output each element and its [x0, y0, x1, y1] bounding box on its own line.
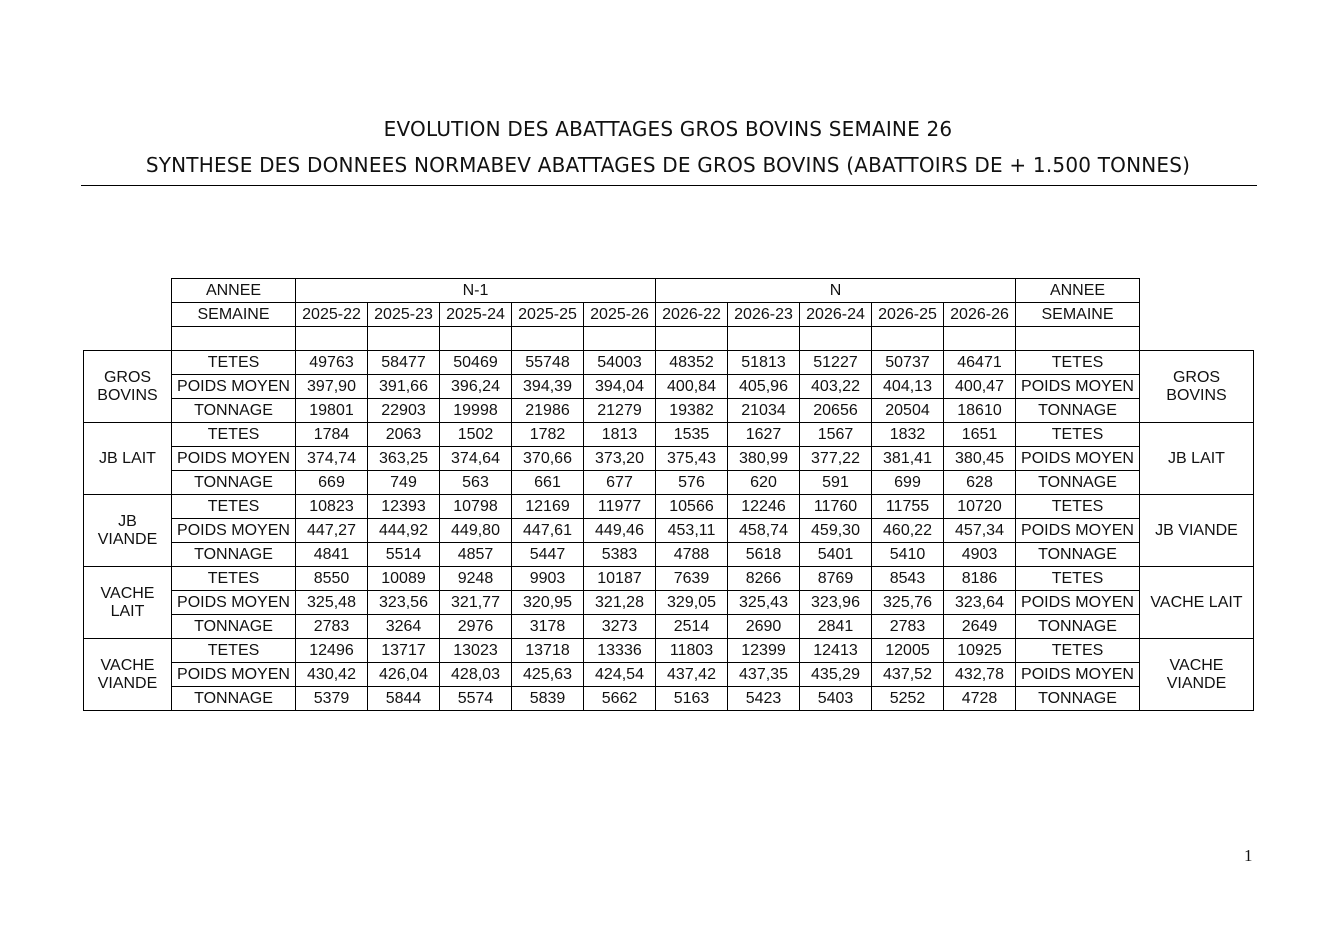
table-row — [84, 447, 1254, 471]
metric-label-right: TONNAGE — [1016, 615, 1140, 639]
metric-label-right: POIDS MOYEN — [1016, 447, 1140, 471]
value-cell: 391,66 — [368, 375, 440, 399]
value-cell: 394,04 — [584, 375, 656, 399]
spacer-cell — [368, 327, 440, 351]
value-cell: 677 — [584, 471, 656, 495]
header-row-annee — [84, 279, 1254, 303]
value-cell: 1627 — [728, 423, 800, 447]
category-label-left: JB LAIT — [84, 423, 172, 495]
value-cell: 2063 — [368, 423, 440, 447]
week-header: 2026-24 — [800, 303, 872, 327]
value-cell: 699 — [872, 471, 944, 495]
spacer-cell — [800, 327, 872, 351]
value-cell: 4857 — [440, 543, 512, 567]
metric-label-right: TONNAGE — [1016, 399, 1140, 423]
spacer-cell — [512, 327, 584, 351]
value-cell: 430,42 — [296, 663, 368, 687]
value-cell: 425,63 — [512, 663, 584, 687]
value-cell: 2783 — [296, 615, 368, 639]
value-cell: 13717 — [368, 639, 440, 663]
table-row — [84, 591, 1254, 615]
value-cell: 400,47 — [944, 375, 1016, 399]
spacer-cell — [872, 327, 944, 351]
value-cell: 9903 — [512, 567, 584, 591]
value-cell: 325,76 — [872, 591, 944, 615]
value-cell: 404,13 — [872, 375, 944, 399]
value-cell: 5401 — [800, 543, 872, 567]
value-cell: 7639 — [656, 567, 728, 591]
value-cell: 375,43 — [656, 447, 728, 471]
metric-label-left: TETES — [172, 639, 296, 663]
week-header: 2026-22 — [656, 303, 728, 327]
value-cell: 11760 — [800, 495, 872, 519]
value-cell: 628 — [944, 471, 1016, 495]
category-label-right: VACHE LAIT — [1140, 567, 1254, 639]
category-label-right: JB LAIT — [1140, 423, 1254, 495]
value-cell: 320,95 — [512, 591, 584, 615]
value-cell: 4788 — [656, 543, 728, 567]
value-cell: 4728 — [944, 687, 1016, 711]
metric-label-left: POIDS MOYEN — [172, 519, 296, 543]
value-cell: 12496 — [296, 639, 368, 663]
value-cell: 377,22 — [800, 447, 872, 471]
value-cell: 2514 — [656, 615, 728, 639]
value-cell: 400,84 — [656, 375, 728, 399]
value-cell: 5844 — [368, 687, 440, 711]
metric-label-left: TETES — [172, 351, 296, 375]
table-row — [84, 375, 1254, 399]
value-cell: 2783 — [872, 615, 944, 639]
value-cell: 13023 — [440, 639, 512, 663]
value-cell: 8186 — [944, 567, 1016, 591]
category-label-right: VACHE VIANDE — [1140, 639, 1254, 711]
value-cell: 5252 — [872, 687, 944, 711]
value-cell: 5618 — [728, 543, 800, 567]
value-cell: 11977 — [584, 495, 656, 519]
metric-label-left: POIDS MOYEN — [172, 447, 296, 471]
value-cell: 460,22 — [872, 519, 944, 543]
value-cell: 5163 — [656, 687, 728, 711]
week-header: 2025-23 — [368, 303, 440, 327]
value-cell: 54003 — [584, 351, 656, 375]
value-cell: 323,56 — [368, 591, 440, 615]
blank-cell — [84, 327, 172, 351]
table-row — [84, 423, 1254, 447]
value-cell: 46471 — [944, 351, 1016, 375]
value-cell: 48352 — [656, 351, 728, 375]
value-cell: 329,05 — [656, 591, 728, 615]
value-cell: 447,27 — [296, 519, 368, 543]
value-cell: 432,78 — [944, 663, 1016, 687]
value-cell: 2690 — [728, 615, 800, 639]
metric-label-right: TONNAGE — [1016, 471, 1140, 495]
value-cell: 1813 — [584, 423, 656, 447]
value-cell: 370,66 — [512, 447, 584, 471]
value-cell: 325,48 — [296, 591, 368, 615]
value-cell: 380,99 — [728, 447, 800, 471]
value-cell: 449,80 — [440, 519, 512, 543]
value-cell: 321,28 — [584, 591, 656, 615]
value-cell: 19382 — [656, 399, 728, 423]
blank-cell — [84, 303, 172, 327]
metric-label-left: TONNAGE — [172, 471, 296, 495]
value-cell: 11803 — [656, 639, 728, 663]
metric-label-right: TONNAGE — [1016, 687, 1140, 711]
value-cell: 55748 — [512, 351, 584, 375]
value-cell: 10089 — [368, 567, 440, 591]
value-cell: 12393 — [368, 495, 440, 519]
document-subtitle: SYNTHESE DES DONNEES NORMABEV ABATTAGES DE GROS BOVINS (ABATTOIRS DE + 1.500 TONNES) — [145, 153, 1191, 177]
value-cell: 19801 — [296, 399, 368, 423]
annee-label-left: ANNEE — [172, 279, 296, 303]
table-row — [84, 615, 1254, 639]
value-cell: 576 — [656, 471, 728, 495]
value-cell: 1535 — [656, 423, 728, 447]
value-cell: 458,74 — [728, 519, 800, 543]
value-cell: 2841 — [800, 615, 872, 639]
spacer-cell — [584, 327, 656, 351]
value-cell: 403,22 — [800, 375, 872, 399]
value-cell: 3178 — [512, 615, 584, 639]
value-cell: 5410 — [872, 543, 944, 567]
metric-label-left: TONNAGE — [172, 543, 296, 567]
value-cell: 58477 — [368, 351, 440, 375]
document-title: EVOLUTION DES ABATTAGES GROS BOVINS SEMAINE 26 — [383, 117, 953, 141]
value-cell: 620 — [728, 471, 800, 495]
value-cell: 2649 — [944, 615, 1016, 639]
value-cell: 381,41 — [872, 447, 944, 471]
value-cell: 5423 — [728, 687, 800, 711]
value-cell: 8543 — [872, 567, 944, 591]
category-label-right: JB VIANDE — [1140, 495, 1254, 567]
value-cell: 394,39 — [512, 375, 584, 399]
metric-label-right: TETES — [1016, 351, 1140, 375]
value-cell: 424,54 — [584, 663, 656, 687]
value-cell: 1832 — [872, 423, 944, 447]
value-cell: 5839 — [512, 687, 584, 711]
value-cell: 457,34 — [944, 519, 1016, 543]
category-label-left: GROS BOVINS — [84, 351, 172, 423]
blank-cell — [1140, 303, 1254, 327]
metric-label-right: TETES — [1016, 495, 1140, 519]
week-header: 2026-23 — [728, 303, 800, 327]
semaine-label-right: SEMAINE — [1016, 303, 1140, 327]
metric-label-left: TONNAGE — [172, 687, 296, 711]
category-label-left: JB VIANDE — [84, 495, 172, 567]
value-cell: 4903 — [944, 543, 1016, 567]
blank-cell — [1140, 327, 1254, 351]
category-label-left: VACHE VIANDE — [84, 639, 172, 711]
value-cell: 5514 — [368, 543, 440, 567]
value-cell: 21986 — [512, 399, 584, 423]
metric-label-right: TETES — [1016, 423, 1140, 447]
value-cell: 5574 — [440, 687, 512, 711]
value-cell: 437,35 — [728, 663, 800, 687]
week-header: 2025-26 — [584, 303, 656, 327]
value-cell: 22903 — [368, 399, 440, 423]
value-cell: 323,96 — [800, 591, 872, 615]
metric-label-left: TETES — [172, 423, 296, 447]
value-cell: 373,20 — [584, 447, 656, 471]
metric-label-left: TETES — [172, 567, 296, 591]
metric-label-right: TETES — [1016, 639, 1140, 663]
week-header: 2026-25 — [872, 303, 944, 327]
value-cell: 749 — [368, 471, 440, 495]
metric-label-right: TETES — [1016, 567, 1140, 591]
metric-label-left: POIDS MOYEN — [172, 375, 296, 399]
value-cell: 10798 — [440, 495, 512, 519]
metric-label-right: TONNAGE — [1016, 543, 1140, 567]
value-cell: 12413 — [800, 639, 872, 663]
value-cell: 459,30 — [800, 519, 872, 543]
value-cell: 5379 — [296, 687, 368, 711]
spacer-cell — [728, 327, 800, 351]
week-header: 2026-26 — [944, 303, 1016, 327]
value-cell: 12399 — [728, 639, 800, 663]
value-cell: 428,03 — [440, 663, 512, 687]
value-cell: 591 — [800, 471, 872, 495]
value-cell: 3264 — [368, 615, 440, 639]
value-cell: 10823 — [296, 495, 368, 519]
value-cell: 437,52 — [872, 663, 944, 687]
value-cell: 49763 — [296, 351, 368, 375]
value-cell: 1782 — [512, 423, 584, 447]
spacer-cell — [172, 327, 296, 351]
table-row — [84, 351, 1254, 375]
value-cell: 363,25 — [368, 447, 440, 471]
group-header-n-1: N-1 — [296, 279, 656, 303]
value-cell: 50469 — [440, 351, 512, 375]
table-row — [84, 495, 1254, 519]
value-cell: 12246 — [728, 495, 800, 519]
value-cell: 447,61 — [512, 519, 584, 543]
value-cell: 10566 — [656, 495, 728, 519]
spacer-cell — [1016, 327, 1140, 351]
value-cell: 21279 — [584, 399, 656, 423]
metric-label-left: POIDS MOYEN — [172, 591, 296, 615]
value-cell: 10925 — [944, 639, 1016, 663]
value-cell: 19998 — [440, 399, 512, 423]
value-cell: 449,46 — [584, 519, 656, 543]
metric-label-left: TETES — [172, 495, 296, 519]
value-cell: 5447 — [512, 543, 584, 567]
value-cell: 20656 — [800, 399, 872, 423]
metric-label-right: POIDS MOYEN — [1016, 519, 1140, 543]
value-cell: 2976 — [440, 615, 512, 639]
value-cell: 13336 — [584, 639, 656, 663]
value-cell: 13718 — [512, 639, 584, 663]
week-header: 2025-25 — [512, 303, 584, 327]
value-cell: 5662 — [584, 687, 656, 711]
annee-label-right: ANNEE — [1016, 279, 1140, 303]
value-cell: 323,64 — [944, 591, 1016, 615]
value-cell: 12169 — [512, 495, 584, 519]
value-cell: 51227 — [800, 351, 872, 375]
table-row — [84, 639, 1254, 663]
value-cell: 9248 — [440, 567, 512, 591]
value-cell: 563 — [440, 471, 512, 495]
metric-label-right: POIDS MOYEN — [1016, 591, 1140, 615]
week-header: 2025-22 — [296, 303, 368, 327]
value-cell: 12005 — [872, 639, 944, 663]
value-cell: 5383 — [584, 543, 656, 567]
table-row — [84, 399, 1254, 423]
metric-label-left: TONNAGE — [172, 615, 296, 639]
value-cell: 10720 — [944, 495, 1016, 519]
value-cell: 374,64 — [440, 447, 512, 471]
value-cell: 435,29 — [800, 663, 872, 687]
value-cell: 321,77 — [440, 591, 512, 615]
value-cell: 4841 — [296, 543, 368, 567]
table-row — [84, 471, 1254, 495]
table-row — [84, 567, 1254, 591]
value-cell: 325,43 — [728, 591, 800, 615]
value-cell: 3273 — [584, 615, 656, 639]
value-cell: 21034 — [728, 399, 800, 423]
title-divider — [81, 185, 1257, 186]
metric-label-right: POIDS MOYEN — [1016, 663, 1140, 687]
metric-label-left: TONNAGE — [172, 399, 296, 423]
value-cell: 8769 — [800, 567, 872, 591]
group-header-n: N — [656, 279, 1016, 303]
spacer-cell — [944, 327, 1016, 351]
value-cell: 397,90 — [296, 375, 368, 399]
spacer-cell — [296, 327, 368, 351]
week-header: 2025-24 — [440, 303, 512, 327]
semaine-label-left: SEMAINE — [172, 303, 296, 327]
value-cell: 444,92 — [368, 519, 440, 543]
table-row — [84, 687, 1254, 711]
value-cell: 453,11 — [656, 519, 728, 543]
slaughter-data-table — [83, 278, 1254, 711]
spacer-cell — [440, 327, 512, 351]
header-row-semaine — [84, 303, 1254, 327]
value-cell: 669 — [296, 471, 368, 495]
value-cell: 8266 — [728, 567, 800, 591]
spacer-row — [84, 327, 1254, 351]
value-cell: 437,42 — [656, 663, 728, 687]
value-cell: 1784 — [296, 423, 368, 447]
spacer-cell — [656, 327, 728, 351]
value-cell: 8550 — [296, 567, 368, 591]
metric-label-right: POIDS MOYEN — [1016, 375, 1140, 399]
value-cell: 1567 — [800, 423, 872, 447]
value-cell: 18610 — [944, 399, 1016, 423]
table-row — [84, 543, 1254, 567]
value-cell: 380,45 — [944, 447, 1016, 471]
value-cell: 1502 — [440, 423, 512, 447]
table-row — [84, 519, 1254, 543]
category-label-right: GROS BOVINS — [1140, 351, 1254, 423]
value-cell: 5403 — [800, 687, 872, 711]
table-row — [84, 663, 1254, 687]
page-number: 1 — [1244, 846, 1253, 865]
value-cell: 405,96 — [728, 375, 800, 399]
value-cell: 20504 — [872, 399, 944, 423]
value-cell: 426,04 — [368, 663, 440, 687]
metric-label-left: POIDS MOYEN — [172, 663, 296, 687]
value-cell: 51813 — [728, 351, 800, 375]
value-cell: 661 — [512, 471, 584, 495]
value-cell: 10187 — [584, 567, 656, 591]
value-cell: 11755 — [872, 495, 944, 519]
value-cell: 374,74 — [296, 447, 368, 471]
value-cell: 396,24 — [440, 375, 512, 399]
category-label-left: VACHE LAIT — [84, 567, 172, 639]
value-cell: 1651 — [944, 423, 1016, 447]
blank-cell — [1140, 279, 1254, 303]
value-cell: 50737 — [872, 351, 944, 375]
blank-cell — [84, 279, 172, 303]
